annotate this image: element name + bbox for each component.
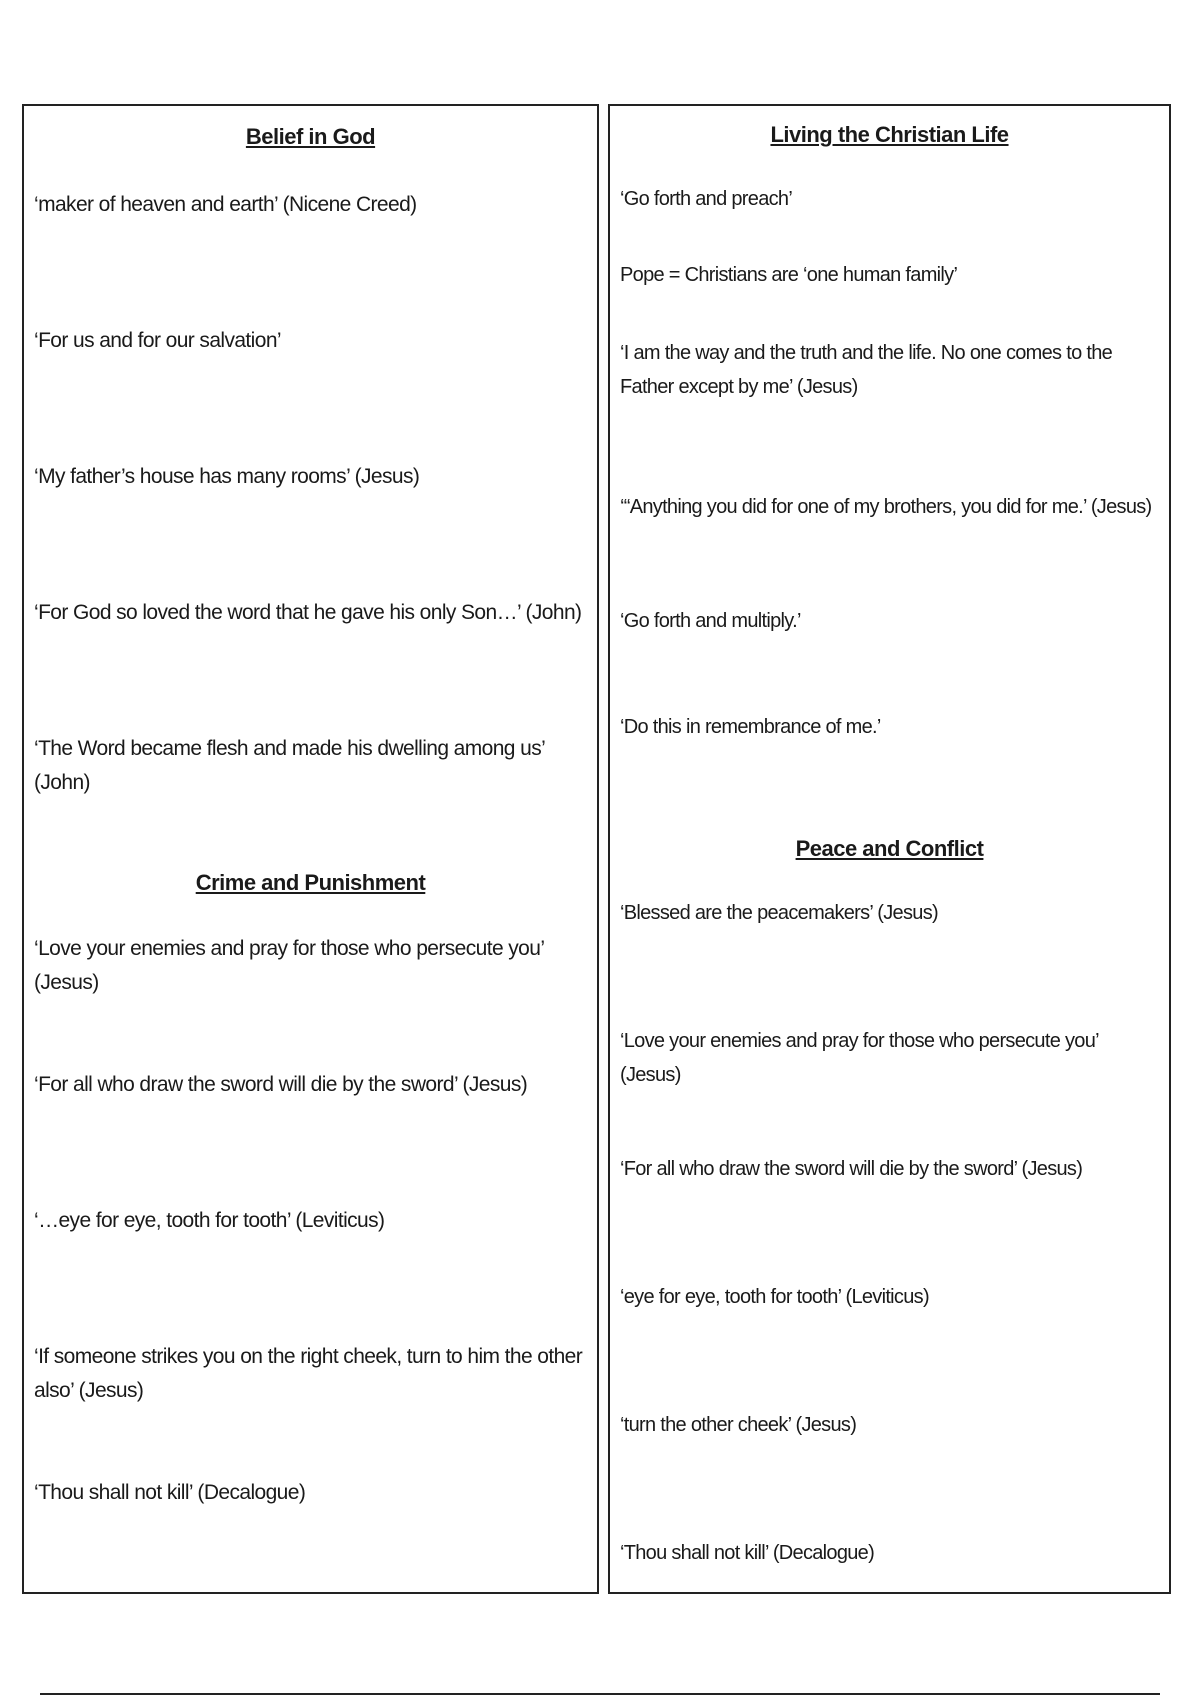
quote-item: ‘Do this in remembrance of me.’ xyxy=(620,716,881,738)
section-title-belief-in-god: Belief in God xyxy=(245,124,376,149)
quote-item: ‘For us and for our salvation’ xyxy=(34,329,281,352)
quote-item: ‘The Word became flesh and made his dwelling among us’ (John) xyxy=(34,737,545,794)
quote-item: ‘maker of heaven and earth’ (Nicene Creed) xyxy=(34,193,417,216)
footer-divider xyxy=(40,1693,1160,1695)
quote-item: ‘…eye for eye, tooth for tooth’ (Leviticus) xyxy=(34,1209,385,1232)
quote-item: ‘My father’s house has many rooms’ (Jesus) xyxy=(34,465,420,488)
quote-item: ‘Love your enemies and pray for those who persecute you’ (Jesus) xyxy=(620,1030,1099,1086)
quote-item: ‘Love your enemies and pray for those who persecute you’ (Jesus) xyxy=(34,937,544,994)
left-panel xyxy=(22,104,599,1594)
quote-item: ‘For all who draw the sword will die by the sword’ (Jesus) xyxy=(620,1158,1083,1180)
quote-item: ‘If someone strikes you on the right cheek, turn to him the other also’ (Jesus) xyxy=(34,1345,583,1402)
quote-item: ‘Thou shall not kill’ (Decalogue) xyxy=(34,1481,306,1504)
quote-item: ‘I am the way and the truth and the life. No one comes to the Father except by me’ (Jesus) xyxy=(620,342,1113,398)
quote-item: ‘turn the other cheek’ (Jesus) xyxy=(620,1414,857,1436)
quote-item: ‘For all who draw the sword will die by the sword’ (Jesus) xyxy=(34,1073,528,1096)
section-title-crime-and-punishment: Crime and Punishment xyxy=(195,870,426,895)
quote-item: ‘Blessed are the peacemakers’ (Jesus) xyxy=(620,902,938,924)
quote-item: ‘“Anything you did for one of my brothers, you did for me.’ (Jesus) xyxy=(620,496,1152,518)
quote-item: ‘For God so loved the word that he gave his only Son…’ (John) xyxy=(34,601,582,624)
quote-item: ‘Go forth and preach’ xyxy=(620,188,793,210)
section-title-living-the-christian-life: Living the Christian Life xyxy=(770,122,1009,147)
right-panel xyxy=(608,104,1171,1594)
section-title-peace-and-conflict: Peace and Conflict xyxy=(795,836,984,861)
quote-item: ‘Go forth and multiply.’ xyxy=(620,610,801,632)
quote-item: Pope = Christians are ‘one human family’ xyxy=(620,264,958,286)
quote-item: ‘Thou shall not kill’ (Decalogue) xyxy=(620,1542,875,1564)
quote-item: ‘eye for eye, tooth for tooth’ (Leviticus) xyxy=(620,1286,929,1308)
